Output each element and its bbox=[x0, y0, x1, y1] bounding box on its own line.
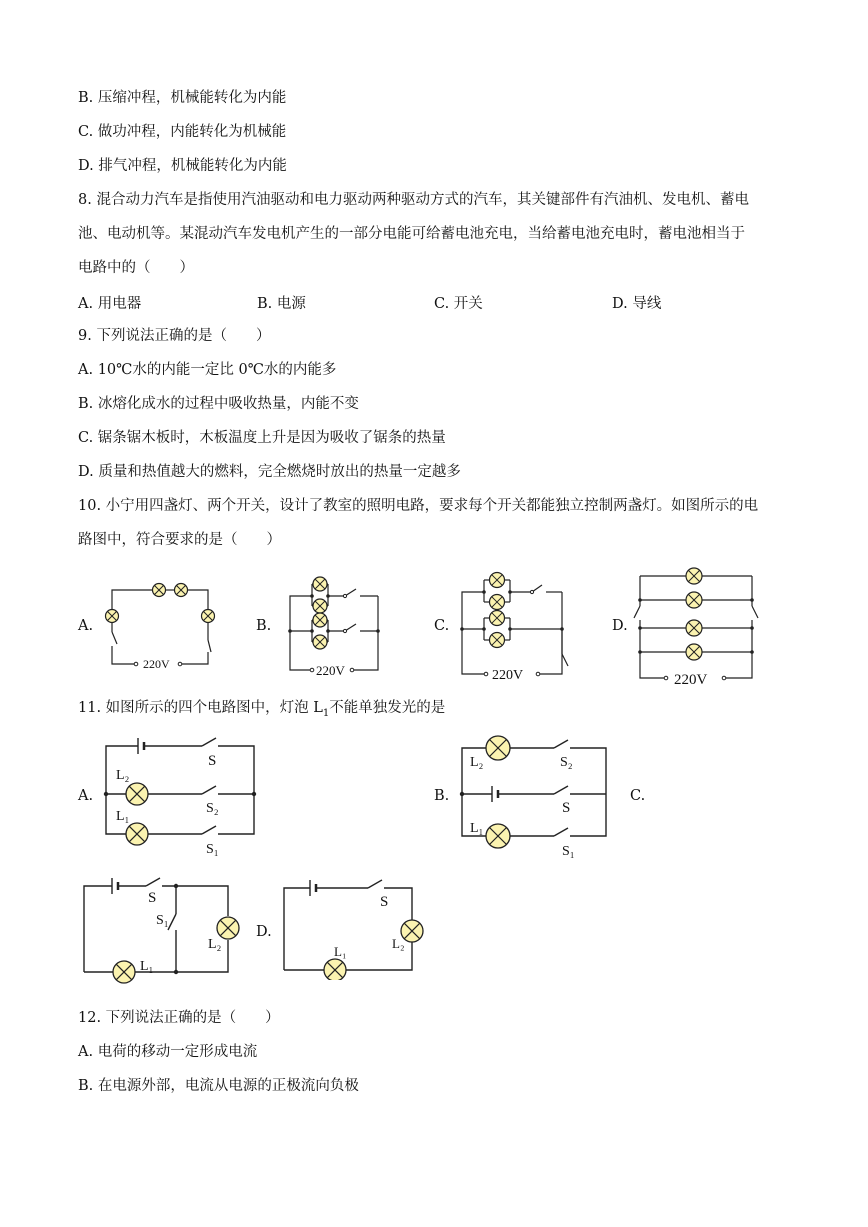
q11a-s1-label: S₁ bbox=[206, 842, 219, 857]
q11-fig-c-label: C. bbox=[630, 788, 646, 804]
q10-fig-d-label: D. bbox=[612, 618, 628, 634]
q8-stem-line1: 8. 混合动力汽车是指使用汽油驱动和电力驱动两种驱动方式的汽车，其关键部件有汽油机、发电机、蓄电 bbox=[78, 192, 749, 208]
q11-fig-d-label: D. bbox=[256, 924, 272, 940]
q11-stem bbox=[78, 698, 445, 724]
q9-option-d: D. 质量和热值越大的燃料，完全燃烧时放出的热量一定越多 bbox=[78, 464, 461, 480]
q10-circuit-d bbox=[628, 562, 768, 690]
q7-option-c: C. 做功冲程，内能转化为机械能 bbox=[78, 124, 287, 140]
q11-stem-sub: 1 bbox=[322, 707, 330, 719]
q11a-l1-label: L₁ bbox=[116, 809, 130, 824]
q11a-s2-label: S₂ bbox=[206, 801, 219, 816]
q11-fig-a-label: A. bbox=[78, 788, 94, 804]
q11d-s-label: S bbox=[380, 894, 389, 910]
q10-circuit-a bbox=[96, 572, 226, 672]
q11-circuit-d bbox=[276, 876, 436, 980]
q11b-s2-label: S₂ bbox=[560, 755, 573, 770]
q11d-l2-label: L₂ bbox=[392, 936, 405, 951]
q10-circuit-b bbox=[280, 572, 390, 682]
q10-fig-c-label: C. bbox=[434, 618, 450, 634]
q11b-l1-label: L₁ bbox=[470, 821, 484, 836]
q10-voltage-b: 220V bbox=[316, 663, 345, 678]
q11-stem-post: 不能单独发光的是 bbox=[329, 700, 446, 716]
q10-fig-a-label: A. bbox=[78, 618, 94, 634]
q9-option-b: B. 冰熔化成水的过程中吸收热量，内能不变 bbox=[78, 396, 359, 412]
q9-stem: 9. 下列说法正确的是（ ） bbox=[78, 328, 271, 344]
q11b-s-label: S bbox=[562, 800, 571, 816]
q11c-s-label: S bbox=[148, 890, 157, 906]
q11b-s1-label: S₁ bbox=[562, 844, 575, 859]
q12-option-a: A. 电荷的移动一定形成电流 bbox=[78, 1044, 258, 1060]
q10-voltage-c: 220V bbox=[492, 668, 524, 683]
q7-option-b: B. 压缩冲程，机械能转化为内能 bbox=[78, 90, 287, 106]
q11-circuit-c bbox=[76, 872, 246, 984]
q8-option-a: A. 用电器 bbox=[78, 296, 142, 312]
q12-stem: 12. 下列说法正确的是（ ） bbox=[78, 1010, 280, 1026]
q8-stem-line2: 池、电动机等。某混动汽车发电机产生的一部分电能可给蓄电池充电，当给蓄电池充电时，蓄电池相当于 bbox=[78, 226, 745, 242]
q11-stem-pre: 11. 如图所示的四个电路图中，灯泡 L bbox=[78, 700, 323, 716]
q11-fig-b-label: B. bbox=[434, 788, 450, 804]
q11c-l2-label: L₂ bbox=[208, 937, 222, 952]
q11c-s1-label: S₁ bbox=[156, 913, 169, 928]
q8-stem-line3: 电路中的（ ） bbox=[78, 260, 194, 276]
q11c-l1-label: L₁ bbox=[140, 959, 154, 974]
q9-option-c: C. 锯条锯木板时，木板温度上升是因为吸收了锯条的热量 bbox=[78, 430, 446, 446]
q10-fig-b-label: B. bbox=[256, 618, 272, 634]
q11-circuit-b bbox=[454, 730, 614, 860]
q11a-s-label: S bbox=[208, 753, 217, 769]
q10-stem-line2: 路图中，符合要求的是（ ） bbox=[78, 532, 281, 548]
q9-option-a: A. 10℃水的内能一定比 0℃水的内能多 bbox=[78, 362, 337, 378]
q11d-l1-label: L₁ bbox=[334, 944, 347, 959]
q11a-l2-label: L₂ bbox=[116, 768, 130, 783]
q10-voltage-d: 220V bbox=[674, 672, 708, 688]
q8-option-d: D. 导线 bbox=[612, 296, 662, 312]
q10-circuit-c bbox=[452, 568, 580, 688]
q12-option-b: B. 在电源外部，电流从电源的正极流向负极 bbox=[78, 1078, 359, 1094]
q11-circuit-a bbox=[98, 736, 264, 860]
q10-stem-line1: 10. 小宁用四盏灯、两个开关，设计了教室的照明电路，要求每个开关都能独立控制两盏灯。如图所示的电 bbox=[78, 498, 759, 514]
q8-option-c: C. 开关 bbox=[434, 296, 483, 312]
q8-option-b: B. 电源 bbox=[257, 296, 306, 312]
q11b-l2-label: L₂ bbox=[470, 755, 484, 770]
q7-option-d: D. 排气冲程，机械能转化为内能 bbox=[78, 158, 287, 174]
q10-voltage-a: 220V bbox=[143, 657, 170, 671]
